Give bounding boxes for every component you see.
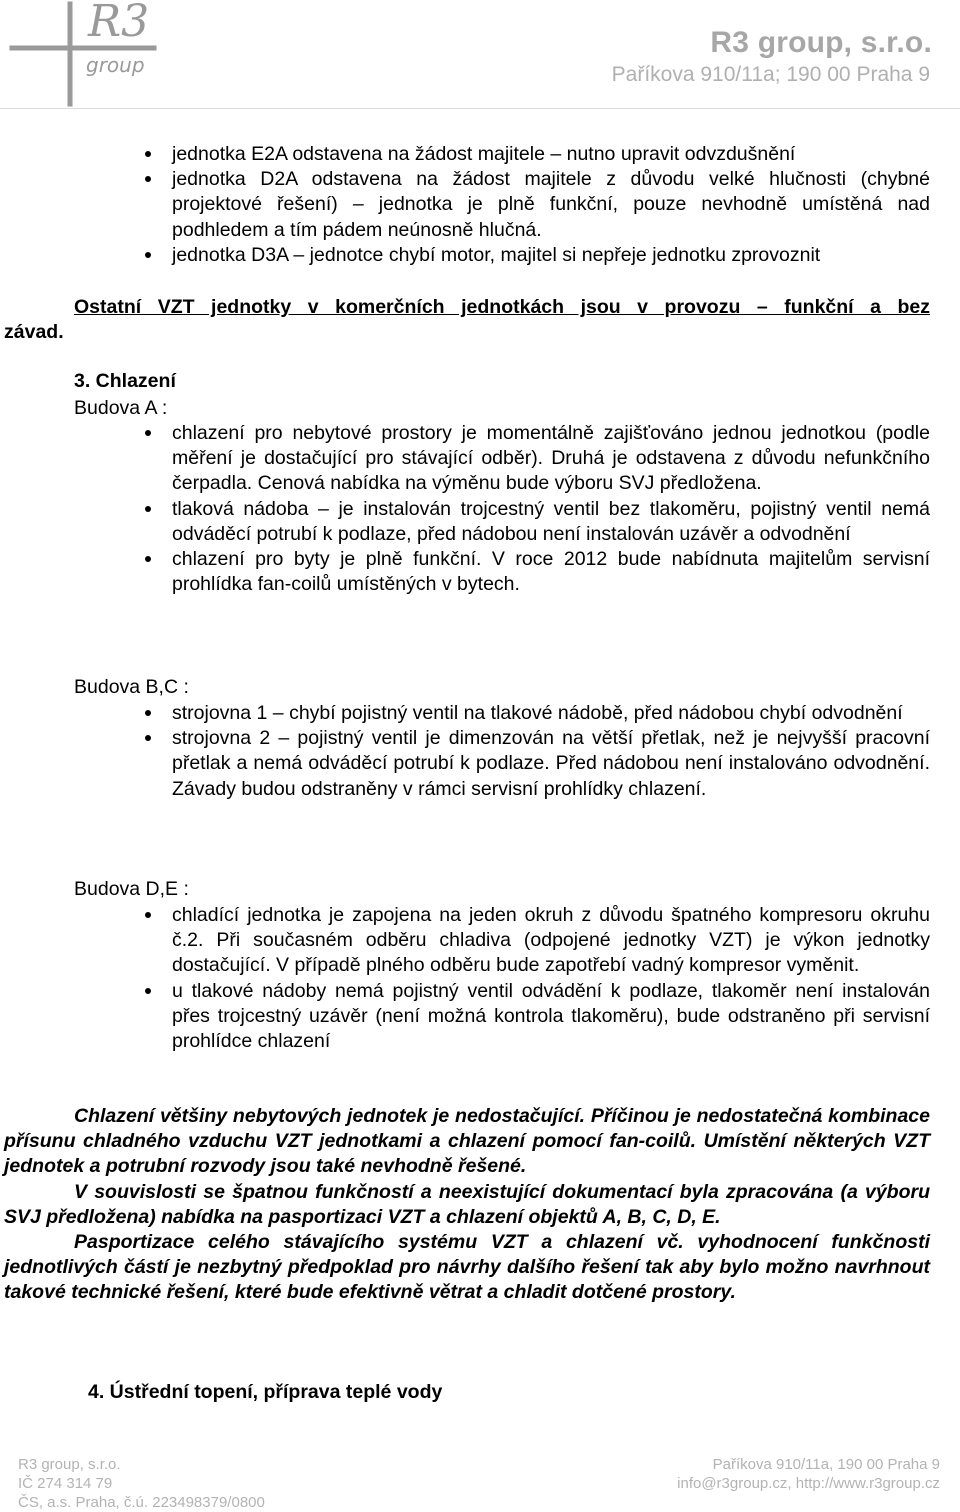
footer-company: R3 group, s.r.o. <box>18 1456 121 1473</box>
budova-de-label: Budova D,E : <box>74 878 189 900</box>
ostatni-line-2: závad. <box>4 321 64 343</box>
header-divider <box>0 108 960 109</box>
header-company-name: R3 group, s.r.o. <box>710 26 932 59</box>
vzt-units-list <box>172 142 930 268</box>
r3-group-logo <box>4 0 164 108</box>
list-item: jednotka D2A odstavena na žádost majitele z důvodu velké hlučnosti (chybné projektové řešení) – jednotka je plně funkční, pouze nevhodně umístěná nad podhledem a tím pádem neúnosně hlučná. <box>172 167 930 243</box>
summary-paragraph-2: V souvislosti se špatnou funkčností a neexistující dokumentací byla zpracována (a výboru SVJ předložena) nabídka na pasportizaci VZT a chlazení objektů A, B, C, D, E. <box>4 1181 930 1229</box>
footer-contact: info@r3group.cz, http://www.r3group.cz <box>677 1475 940 1492</box>
footer-right <box>677 1455 940 1493</box>
list-item: chlazení pro nebytové prostory je momentálně zajišťováno jednou jednotkou (podle měření je dostačující pro stávající odběr). Druhá je odstavena z důvodu nefunkčního čerpadla. Cenová nabídka na výměnu bude výboru SVJ předložena. <box>172 421 930 497</box>
list-item: strojovna 2 – pojistný ventil je dimenzován na větší přetlak, než je nejvyšší pracovní přetlak a nemá odváděcí potrubí k podlaze. Před nádobou není instalováno odvodnění. Závady budou odstraněny v rámci servisní prohlídky chlazení. <box>172 726 930 802</box>
svg-text:group: group <box>86 53 145 77</box>
header-company-address: Paříkova 910/11a; 190 00 Praha 9 <box>611 63 930 86</box>
ostatni-vzt-paragraph <box>74 295 930 320</box>
budova-bc-label: Budova B,C : <box>74 676 189 698</box>
list-item: jednotka D3A – jednotce chybí motor, majitel si nepřeje jednotku zprovoznit <box>172 243 930 268</box>
list-item: chlazení pro byty je plně funkční. V roce 2012 bude nabídnuta majitelům servisní prohlídka fan-coilů umístěných v bytech. <box>172 547 930 597</box>
list-item: jednotka E2A odstavena na žádost majitele – nutno upravit odvzdušnění <box>172 142 930 167</box>
section-4-title: 4. Ústřední topení, příprava teplé vody <box>88 1381 443 1403</box>
budova-bc-list <box>172 701 930 802</box>
summary-paragraph-3: Pasportizace celého stávajícího systému VZT a chlazení vč. vyhodnocení funkčnosti jednotlivých částí je nezbytný předpoklad pro návrhy dalšího řešení tak aby bylo možno navrhnout takové technické řešení, které bude efektivně větrat a chladit dotčené prostory. <box>4 1231 930 1304</box>
list-item: u tlakové nádoby nemá pojistný ventil odvádění k podlaze, tlakoměr není instalován přes trojcestný uzávěr (není možná kontrola tlakoměru), bude odstraněno při servisní prohlídce chlazení <box>172 979 930 1055</box>
footer-left <box>18 1455 265 1512</box>
footer-address: Paříkova 910/11a, 190 00 Praha 9 <box>712 1456 940 1473</box>
list-item: tlaková nádoba – je instalován trojcestný ventil bez tlakoměru, pojistný ventil nemá odváděcí potrubí k podlaze, před nádobou není instalován uzávěr a odvodnění <box>172 497 930 547</box>
budova-a-label: Budova A : <box>74 397 168 419</box>
section-3-title: 3. Chlazení <box>74 370 176 392</box>
footer-bank-account: ČS, a.s. Praha, č.ú. 223498379/0800 <box>18 1494 265 1511</box>
list-item: chladící jednotka je zapojena na jeden okruh z důvodu špatného kompresoru okruhu č.2. Při současném odběru chladiva (odpojené jednotky VZT) je výkon jednotky dostačující. V případě plného odběru bude zapotřebí vadný kompresor vyměnit. <box>172 903 930 979</box>
ostatni-line-1: Ostatní VZT jednotky v komerčních jednotkách jsou v provozu – funkční a bez <box>74 296 930 318</box>
budova-a-list <box>172 421 930 597</box>
footer-ico: IČ 274 314 79 <box>18 1475 113 1492</box>
budova-de-list <box>172 903 930 1054</box>
summary-paragraph-1: Chlazení většiny nebytových jednotek je nedostačující. Příčinou je nedostatečná kombinace přísunu chladného vzduchu VZT jednotkami a chlazení pomocí fan-coilů. Umístění některých VZT jednotek a potrubní rozvody jsou také nevhodně řešené. <box>4 1105 930 1178</box>
svg-text:R3: R3 <box>88 0 150 47</box>
list-item: strojovna 1 – chybí pojistný ventil na tlakové nádobě, před nádobou chybí odvodnění <box>172 701 930 726</box>
